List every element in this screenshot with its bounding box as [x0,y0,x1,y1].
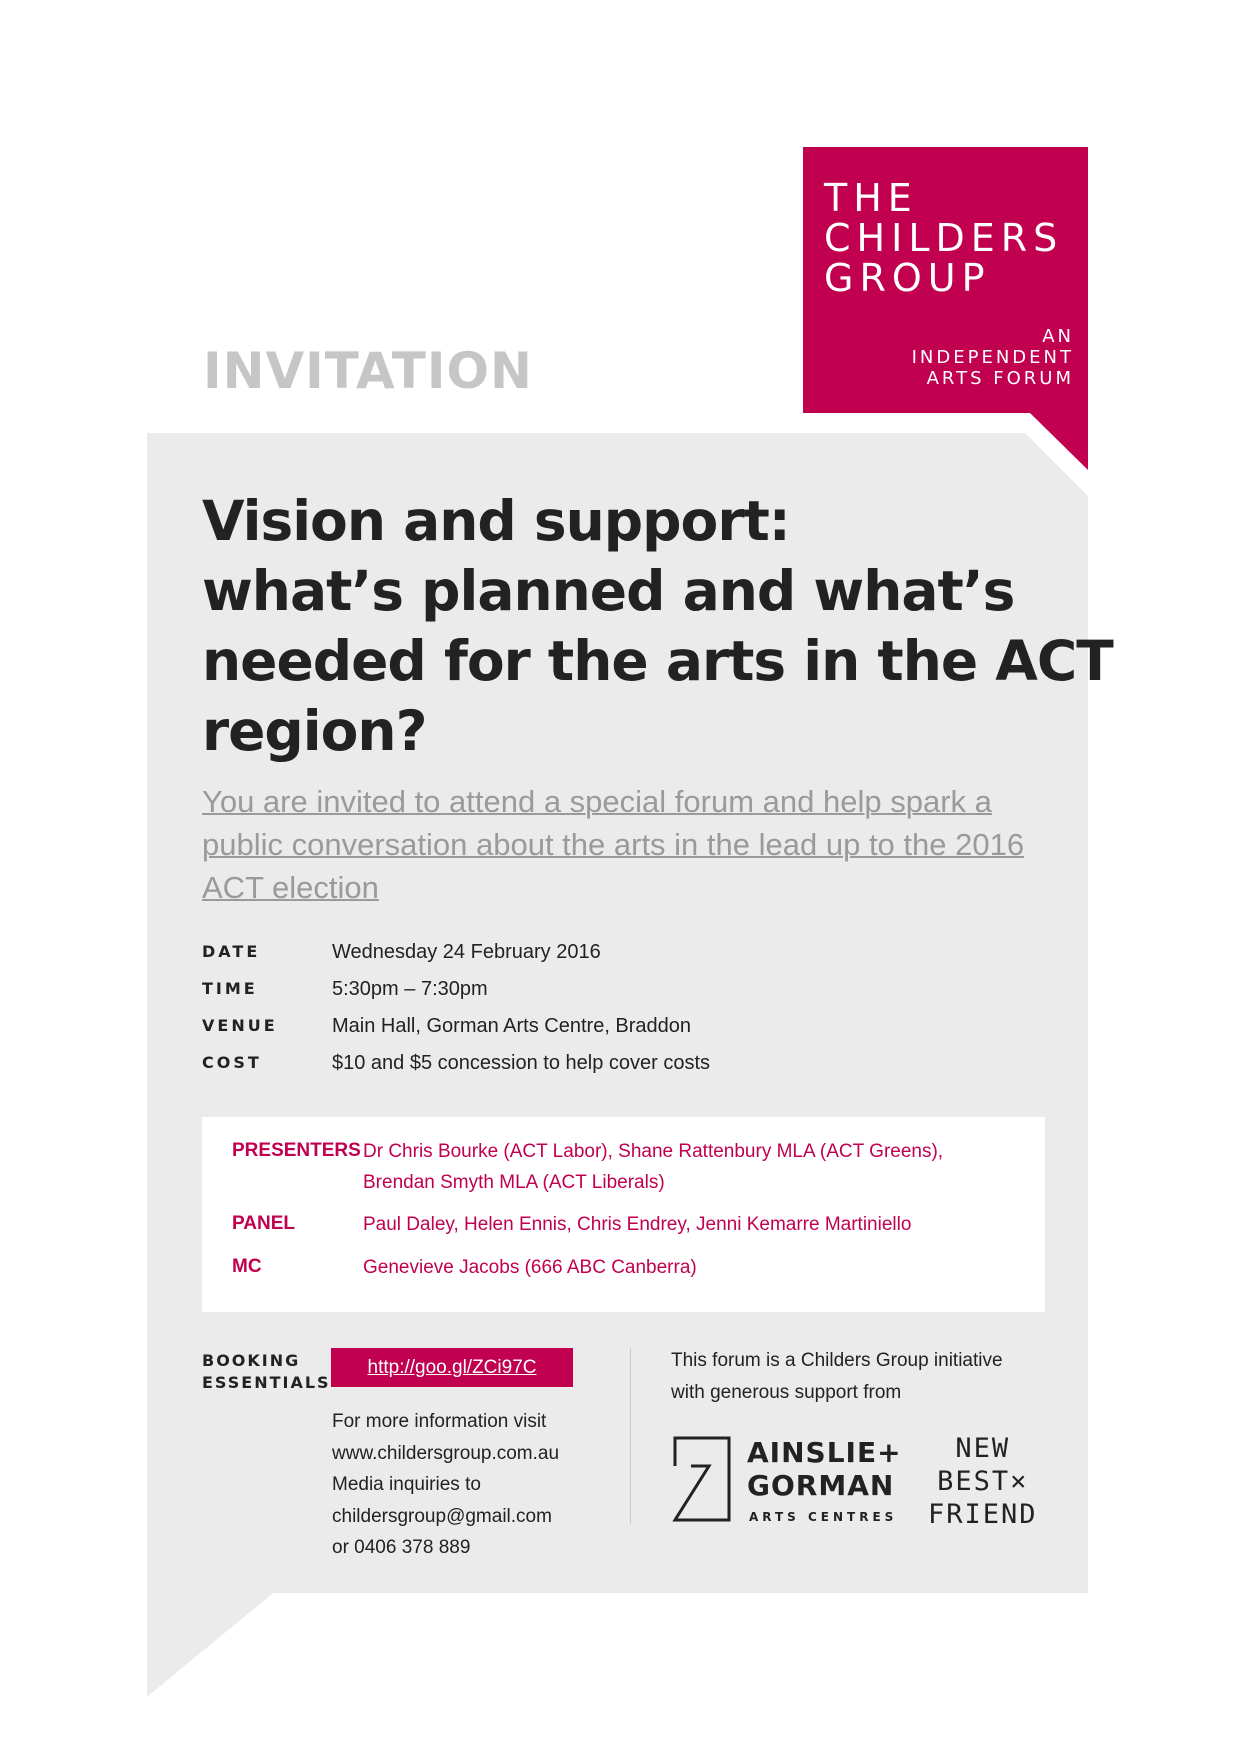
event-title [202,486,1113,766]
sponsor-name-line: BEST× [937,1466,1029,1497]
invitation-heading: INVITATION [203,342,533,400]
title-line: needed for the arts in the ACT [202,629,1113,693]
ainslie-gorman-logo [671,1436,902,1526]
support-line: with generous support from [671,1382,902,1403]
logo-name [824,178,1074,298]
logo-name-line: CHILDERS [824,216,1064,260]
title-line: region? [202,699,427,763]
childers-group-logo [810,148,1100,418]
detail-value: Main Hall, Gorman Arts Centre, Braddon [332,1015,692,1037]
sponsor-name-line: NEW [955,1433,1011,1464]
mc-label: MC [232,1256,262,1277]
detail-label: COST [202,1053,262,1072]
contact-info [332,1406,559,1564]
logo-tagline-line: AN [1042,326,1074,347]
phone-number: or 0406 378 889 [332,1537,471,1558]
ainslie-gorman-mark-icon [671,1436,733,1522]
support-text [671,1345,1003,1409]
logo-name-line: THE [824,176,918,220]
mc-value: Genevieve Jacobs (666 ABC Canberra) [363,1257,697,1278]
title-line: what’s planned and what’s [202,559,1015,623]
intro-text [202,780,1062,909]
info-line: Media inquiries to [332,1474,481,1495]
detail-label: DATE [202,942,261,961]
booking-label [202,1350,331,1394]
logo-name-line: GROUP [824,256,991,300]
booking-link[interactable]: http://goo.gl/ZCi97C [331,1348,573,1387]
presenters-box [202,1117,1045,1312]
intro-line: ACT election [202,870,379,905]
website-link[interactable]: www.childersgroup.com.au [332,1442,560,1464]
sponsor-name-line: GORMAN [747,1469,895,1502]
presenters-value-line1: Dr Chris Bourke (ACT Labor), Shane Rattenbury MLA (ACT Greens), [363,1141,944,1162]
ainslie-gorman-name [747,1436,902,1502]
presenters-value-line2: Brendan Smyth MLA (ACT Liberals) [363,1172,665,1193]
booking-label-line: BOOKING [202,1351,301,1370]
detail-value: $10 and $5 concession to help cover costs [332,1052,711,1074]
presenters-label: PRESENTERS [232,1140,361,1161]
detail-label: VENUE [202,1016,278,1035]
vertical-divider [630,1348,631,1524]
intro-line: You are invited to attend a special forum and help spark a [202,784,992,819]
sponsor-name-line: FRIEND [928,1499,1038,1530]
detail-label: TIME [202,979,258,998]
panel-value: Paul Daley, Helen Ennis, Chris Endrey, Jenni Kemarre Martiniello [363,1214,912,1235]
detail-value: Wednesday 24 February 2016 [332,941,601,963]
booking-label-line: ESSENTIALS [202,1373,331,1392]
ainslie-gorman-subtitle: ARTS CENTRES [749,1510,898,1524]
title-line: Vision and support: [202,489,790,553]
new-best-friend-logo [928,1432,1038,1531]
detail-value: 5:30pm – 7:30pm [332,978,488,1000]
info-line: For more information visit [332,1411,547,1432]
panel-label: PANEL [232,1213,295,1234]
logo-tagline-line: INDEPENDENT [911,347,1074,368]
sponsor-name-line: AINSLIE+ [747,1436,902,1469]
intro-line: public conversation about the arts in the lead up to the 2016 [202,827,1025,862]
logo-tagline-line: ARTS FORUM [926,368,1074,389]
logo-tagline [912,326,1074,389]
support-line: This forum is a Childers Group initiative [671,1350,1003,1371]
email-link[interactable]: childersgroup@gmail.com [332,1505,552,1527]
